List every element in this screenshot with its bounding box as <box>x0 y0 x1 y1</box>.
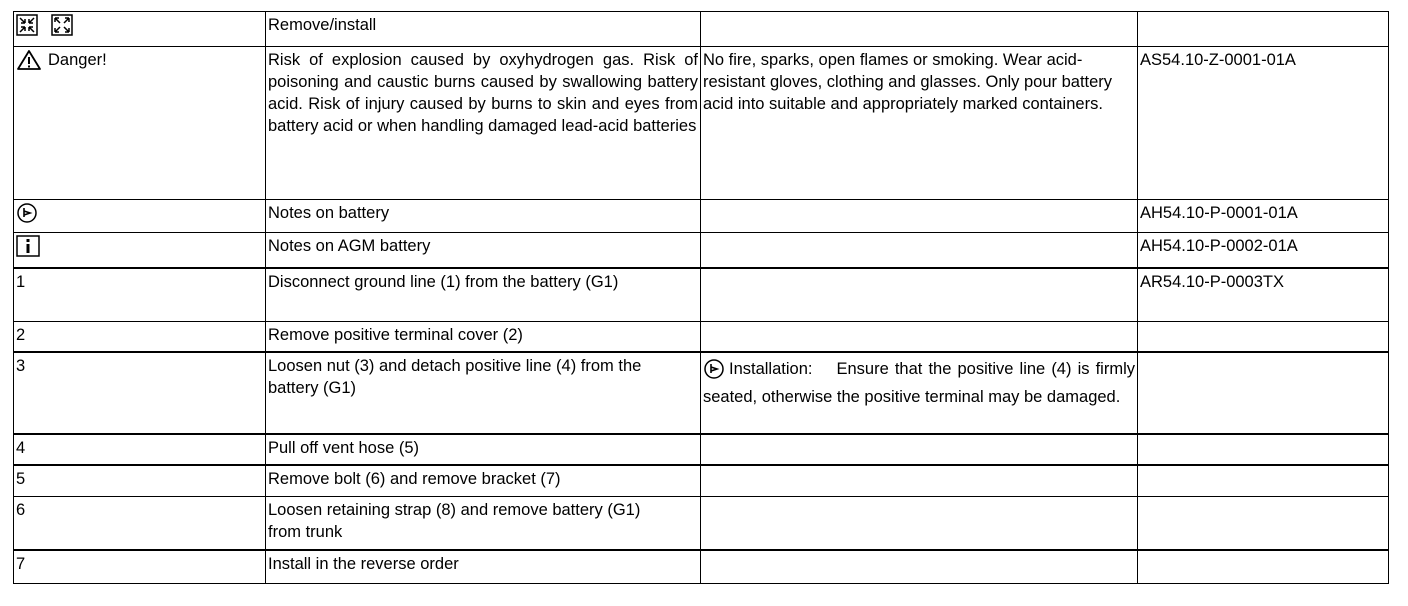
repair-procedure-table <box>13 11 1389 584</box>
note-cell <box>701 12 1138 47</box>
reference-cell: AH54.10-P-0001-01A <box>1138 200 1389 233</box>
action-cell: Remove bolt (6) and remove bracket (7) <box>266 465 701 497</box>
note-cell: No fire, sparks, open flames or smoking. Wear acid-resistant gloves, clothing and glasses. Only pour battery acid into suitable and appropriately marked containers. <box>701 47 1138 200</box>
step-number: 4 <box>14 434 266 465</box>
note-cell <box>701 268 1138 322</box>
installation-text: Ensure that the positive line (4) is firmly seated, otherwise the positive terminal may be damaged. <box>703 359 1135 406</box>
note-hand-icon <box>703 358 725 386</box>
reference-cell: AH54.10-P-0002-01A <box>1138 233 1389 268</box>
step-cell <box>14 12 266 47</box>
step-number: 5 <box>14 465 266 497</box>
action-cell: Pull off vent hose (5) <box>266 434 701 465</box>
action-text: Loosen retaining strap (8) and remove battery (G1) from trunk <box>268 501 641 541</box>
table-row <box>14 550 1389 584</box>
reference-cell <box>1138 322 1389 352</box>
table-row <box>14 268 1389 322</box>
reference-cell <box>1138 352 1389 434</box>
action-cell <box>266 268 701 322</box>
table-row <box>14 233 1389 268</box>
action-cell: Remove/install <box>266 12 701 47</box>
reference-cell <box>1138 550 1389 584</box>
note-cell <box>701 322 1138 352</box>
table-row <box>14 12 1389 47</box>
reference-cell: AR54.10-P-0003TX <box>1138 268 1389 322</box>
table-row <box>14 322 1389 352</box>
action-cell: Install in the reverse order <box>266 550 701 584</box>
action-cell: Notes on AGM battery <box>266 233 701 268</box>
action-cell <box>266 497 701 550</box>
warning-triangle-icon <box>16 49 42 77</box>
reference-cell <box>1138 465 1389 497</box>
reference-cell: AS54.10-Z-0001-01A <box>1138 47 1389 200</box>
step-number: 3 <box>14 352 266 434</box>
note-cell <box>701 550 1138 584</box>
install-icon <box>51 14 73 42</box>
installation-note <box>703 358 1135 408</box>
step-number: 1 <box>14 268 266 322</box>
reference-cell <box>1138 497 1389 550</box>
danger-label: Danger! <box>48 51 107 69</box>
note-cell <box>701 497 1138 550</box>
table-row <box>14 47 1389 200</box>
action-cell <box>266 352 701 434</box>
installation-label: Installation: <box>729 359 813 378</box>
action-text: Loosen nut (3) and detach positive line (4) from the battery (G1) <box>268 356 642 397</box>
remove-icon <box>16 14 38 42</box>
table-row <box>14 465 1389 497</box>
action-cell: Remove positive terminal cover (2) <box>266 322 701 352</box>
reference-cell <box>1138 434 1389 465</box>
note-cell <box>701 200 1138 233</box>
action-text: Disconnect ground line (1) from the battery (G1) <box>268 272 619 291</box>
table-row <box>14 200 1389 233</box>
step-number: 6 <box>14 497 266 550</box>
reference-cell <box>1138 12 1389 47</box>
note-cell <box>701 434 1138 465</box>
action-cell: Notes on battery <box>266 200 701 233</box>
note-cell <box>701 465 1138 497</box>
info-icon <box>16 235 40 263</box>
step-cell <box>14 200 266 233</box>
note-cell <box>701 352 1138 434</box>
note-hand-icon <box>16 202 38 230</box>
step-cell <box>14 233 266 268</box>
step-cell <box>14 47 266 200</box>
table-row <box>14 497 1389 550</box>
table-row <box>14 352 1389 434</box>
step-number: 2 <box>14 322 266 352</box>
table-row <box>14 434 1389 465</box>
action-cell: Risk of explosion caused by oxyhydrogen gas. Risk of poisoning and caustic burns caused by swallowing battery acid. Risk of injury caused by burns to skin and eyes from battery acid or when handling damaged lead-acid batteries <box>266 47 701 200</box>
step-number: 7 <box>14 550 266 584</box>
note-cell <box>701 233 1138 268</box>
